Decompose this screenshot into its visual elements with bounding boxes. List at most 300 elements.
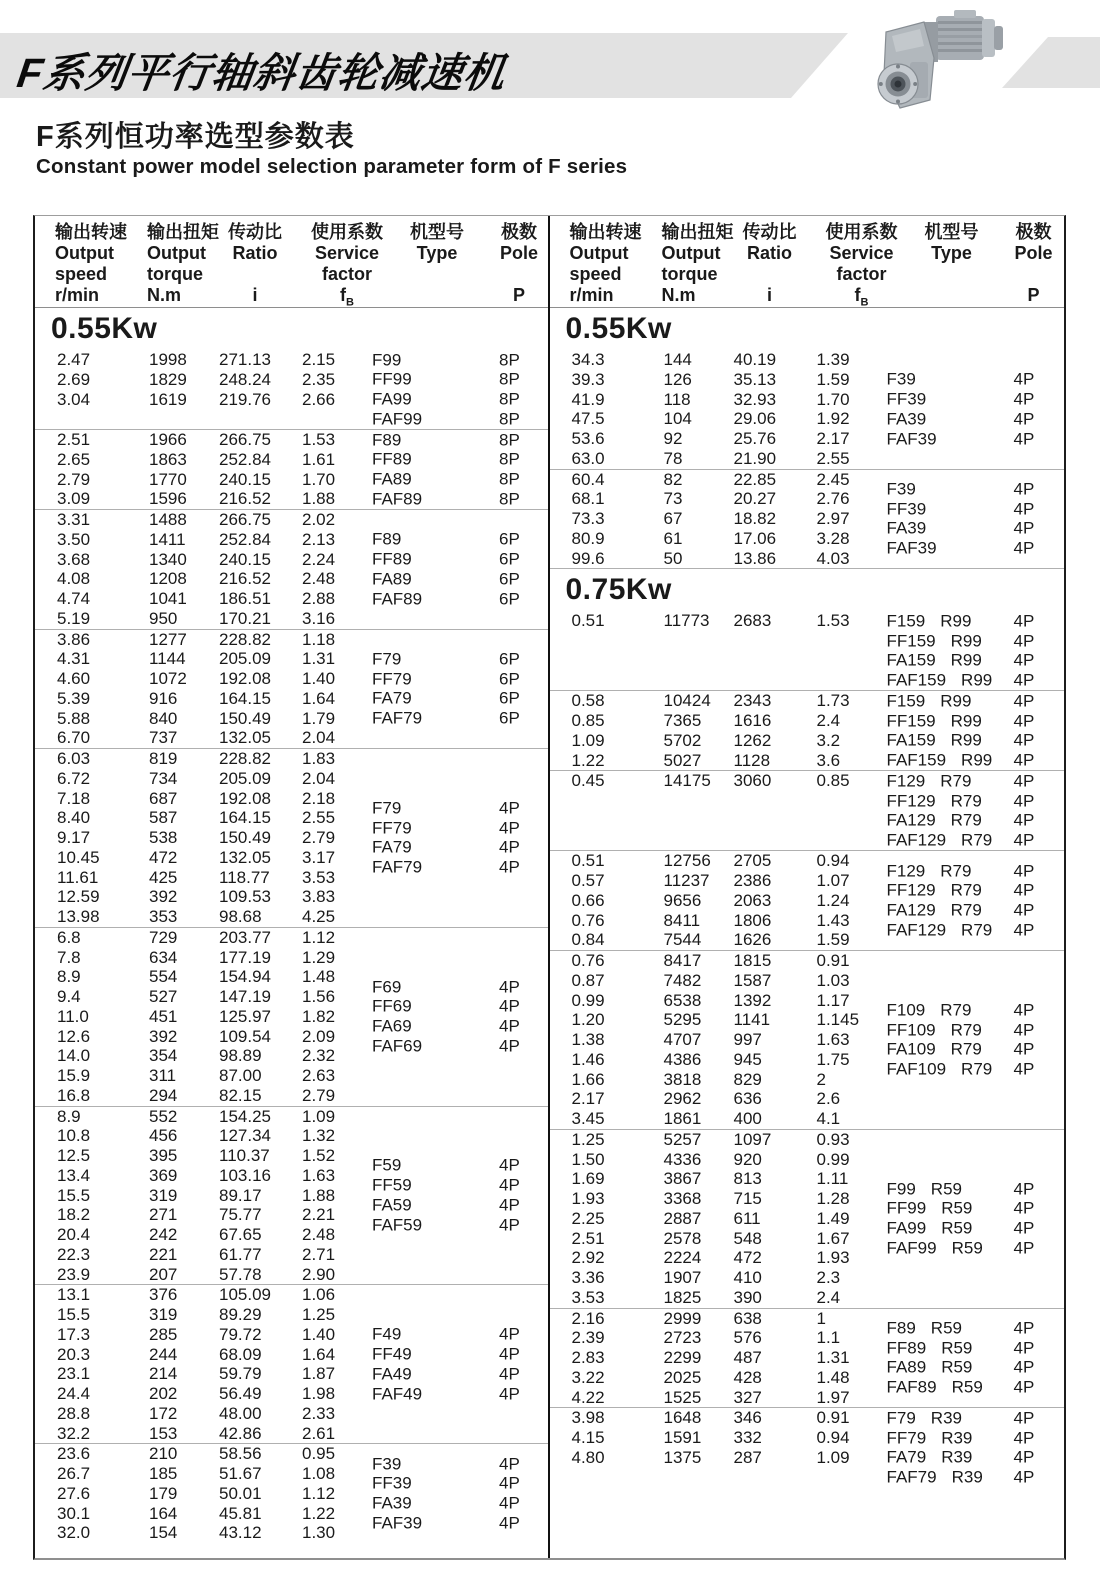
header-col-ratio [728,222,812,306]
page-title-zh: F系列恒功率选型参数表 [36,121,355,153]
cell-ratio: 127.34 [219,1126,271,1146]
cell-factor: 1.08 [302,1464,336,1483]
pole-label: 4P [499,818,520,838]
type-row [550,1468,1065,1488]
type-row [35,709,548,729]
cell-factor: 1.53 [816,611,850,631]
type-row [35,370,548,390]
type-row [550,1378,1065,1398]
cell-torque: 2887 [663,1208,702,1228]
cell-speed: 3.68 [57,549,91,569]
type-column [35,350,548,429]
cell-speed: 23.6 [57,1444,91,1464]
type-row [35,1454,548,1474]
table-row [550,1288,1065,1308]
cell-ratio: 271.13 [219,350,271,369]
cell-ratio: 154.94 [219,967,271,987]
pole-label: 4P [499,1175,520,1195]
cell-speed: 28.8 [57,1403,91,1423]
pole-label: 8P [499,389,520,409]
pole-label: 4P [1013,791,1035,810]
cell-torque: 2999 [663,1308,702,1328]
gear-motor-image [858,2,1008,124]
cell-ratio: 59.79 [219,1364,262,1384]
cell-torque: 369 [149,1165,178,1185]
cell-speed: 4.22 [571,1387,605,1407]
type-label: FF89 [372,549,412,569]
cell-torque: 1591 [663,1428,702,1447]
header-col-speed [55,222,127,306]
type-row [35,669,548,689]
type-row [35,430,548,450]
cell-factor: 3.17 [302,847,336,867]
pole-label: 8P [499,489,520,509]
type-row [550,1338,1065,1358]
cell-ratio: 67.65 [219,1225,262,1244]
cell-torque: 2224 [663,1248,702,1268]
cell-torque: 354 [149,1046,178,1066]
cell-factor: 1.59 [816,930,850,950]
pole-label: 4P [499,1493,520,1513]
cell-torque: 1072 [149,669,187,688]
cell-speed: 39.3 [571,369,605,389]
type-label: FF99 R59 [886,1198,973,1218]
cell-speed: 6.03 [57,749,91,768]
header-line: P [512,285,525,305]
type-label: FA129 R79 [886,900,982,920]
cell-speed: 22.3 [57,1244,91,1264]
type-column [550,611,1065,690]
header-line: factor [321,264,372,284]
pole-label: 4P [1013,499,1035,519]
cell-torque: 271 [149,1205,178,1225]
cell-ratio: 400 [733,1109,762,1128]
cell-ratio: 192.08 [219,669,271,688]
cell-ratio: 20.27 [733,489,777,509]
type-label: FA79 [372,688,412,708]
cell-ratio: 576 [733,1328,762,1348]
cell-torque: 221 [149,1244,178,1264]
cell-factor: 1.59 [816,369,850,389]
cell-speed: 8.9 [57,967,81,987]
pole-label: 4P [1013,1338,1035,1358]
pole-label: 4P [1013,1059,1035,1079]
cell-factor: 2.79 [302,828,336,847]
cell-torque: 104 [663,409,692,429]
cell-speed: 2.47 [57,350,91,369]
data-block [35,1444,548,1543]
type-row [35,1364,548,1384]
cell-factor: 0.94 [816,851,850,871]
header-line: 使用系数 [311,222,383,242]
type-column [35,1156,548,1235]
cell-ratio: 40.19 [733,350,777,369]
cell-speed: 32.2 [57,1423,91,1443]
cell-ratio: 1097 [733,1129,772,1149]
header-line: 输出转速 [569,222,642,242]
cell-speed: 68.1 [571,489,605,509]
header-line: Pole [1014,243,1053,263]
type-label: FF89 R59 [886,1338,973,1358]
cell-torque: 7544 [663,930,702,950]
cell-speed: 18.2 [57,1205,91,1225]
header-col-torque [147,222,219,306]
cell-speed: 12.59 [57,887,100,907]
header-line: Output [55,243,114,263]
cell-torque: 5702 [663,730,702,750]
type-row [550,539,1065,559]
pole-label: 4P [1013,1198,1035,1218]
cell-speed: 15.9 [57,1066,91,1085]
type-column [550,1318,1065,1397]
cell-speed: 2.39 [571,1328,605,1348]
type-label: FA99 [372,389,412,409]
type-label: F59 [372,1155,402,1175]
type-label: F129 R79 [886,771,972,791]
cell-torque: 1861 [663,1109,702,1128]
cell-torque: 3818 [663,1069,702,1089]
table-row [35,609,548,629]
cell-factor: 1.1 [816,1328,841,1348]
cell-speed: 0.76 [571,951,605,970]
cell-speed: 2.65 [57,449,91,469]
cell-ratio: 18.82 [733,509,777,528]
pole-label: 4P [499,1454,520,1474]
cell-factor: 2.04 [302,728,336,748]
cell-ratio: 945 [733,1049,762,1069]
cell-ratio: 2386 [733,871,772,890]
cell-torque: 61 [663,528,683,548]
pole-label: 4P [1013,1408,1035,1428]
pole-label: 4P [1013,861,1035,881]
cell-ratio: 51.67 [219,1464,262,1483]
cell-torque: 319 [149,1185,178,1205]
header-col-pole [1002,222,1066,306]
type-row [35,1345,548,1365]
cell-factor: 2.33 [302,1403,336,1423]
cell-speed: 0.66 [571,890,605,910]
type-label: F89 R59 [886,1318,962,1338]
type-row [550,920,1065,940]
table-row [35,749,548,769]
cell-ratio: 109.54 [219,1026,271,1046]
data-block [550,470,1065,570]
data-block [550,771,1065,851]
cell-factor: 1.48 [302,967,336,987]
motor-body [936,10,1003,60]
type-label: FA89 R59 [886,1357,973,1377]
type-label: FF159 R99 [886,711,982,730]
cell-speed: 6.8 [57,927,81,947]
header-col-torque [662,222,734,306]
pole-label: 4P [1013,750,1035,770]
cell-torque: 1488 [149,510,187,529]
header-line [892,264,1012,285]
cell-torque: 1825 [663,1287,702,1307]
type-label: FF109 R79 [886,1020,982,1040]
cell-torque: 144 [663,350,692,369]
table-row [35,510,548,530]
cell-factor: 1.29 [302,947,336,967]
cell-ratio: 266.75 [219,430,271,449]
cell-speed: 5.88 [57,708,91,728]
pole-label: 4P [1013,518,1035,538]
cell-factor: 2.15 [302,350,336,369]
cell-speed: 1.46 [571,1049,605,1069]
cell-torque: 11237 [663,871,710,890]
cell-factor: 1.12 [302,1483,336,1503]
type-label: F79 R39 [886,1408,962,1428]
cell-torque: 11773 [663,611,710,631]
cell-ratio: 428 [733,1367,762,1387]
cell-ratio: 50.01 [219,1483,262,1503]
power-label: 0.55Kw [51,312,158,345]
pole-label: 4P [499,1344,520,1364]
cell-torque: 2299 [663,1348,702,1367]
table-row [550,1268,1065,1288]
type-row [550,1358,1065,1378]
pole-label: 4P [1013,409,1035,429]
table-row [550,1109,1065,1129]
cell-ratio: 638 [733,1308,762,1328]
banner-title: F系列平行轴斜齿轮减速机 [14,50,509,96]
cell-factor: 1.03 [816,970,850,990]
cell-ratio: 548 [733,1228,762,1248]
data-block [35,430,548,510]
cell-torque: 392 [149,887,178,907]
cell-speed: 2.25 [571,1208,605,1228]
type-row [35,1156,548,1176]
cell-torque: 1411 [149,529,186,549]
cell-torque: 1340 [149,549,187,569]
cell-speed: 73.3 [571,509,605,528]
cell-torque: 4336 [663,1149,702,1169]
cell-ratio: 205.09 [219,768,271,788]
type-row [550,1238,1065,1258]
pole-label: 4P [1013,1318,1035,1338]
power-label: 0.55Kw [565,312,672,345]
header-line [728,264,812,285]
cell-torque: 1375 [663,1447,702,1467]
type-row [550,711,1065,731]
type-column [550,1179,1065,1258]
cell-ratio: 1392 [733,990,772,1010]
cell-speed: 12.6 [57,1026,91,1046]
cell-factor: 1.49 [816,1208,850,1228]
cell-ratio: 228.82 [219,749,271,768]
cell-factor: 1.56 [302,987,336,1006]
cell-factor: 2.79 [302,1085,336,1105]
cell-speed: 5.39 [57,688,91,708]
cell-torque: 67 [663,509,683,528]
cell-torque: 538 [149,828,178,847]
type-label: FAF159 R99 [886,750,993,770]
header-line: torque [661,264,718,284]
pole-label: 4P [1013,1179,1035,1199]
cell-factor: 1.40 [302,669,336,688]
cell-speed: 1.09 [571,730,605,750]
type-row [35,977,548,997]
type-label: FA89 [372,469,412,489]
cell-ratio: 164.15 [219,688,271,708]
pole-label: 4P [499,1155,520,1175]
type-label: F39 [372,1454,402,1474]
cell-speed: 16.8 [57,1085,91,1105]
pole-label: 8P [499,369,520,389]
pole-label: 8P [499,469,520,489]
header-line: speed [569,264,622,284]
cell-factor: 4.25 [302,907,336,926]
cell-speed: 3.36 [571,1268,605,1287]
cell-speed: 1.50 [571,1149,605,1169]
header-col-speed [570,222,642,306]
type-column [35,1325,548,1404]
cell-ratio: 43.12 [219,1523,262,1543]
cell-factor: 1.12 [302,927,336,947]
cell-factor: 2.61 [302,1423,336,1443]
cell-torque: 172 [149,1403,178,1423]
cell-ratio: 57.78 [219,1264,262,1284]
cell-speed: 3.50 [57,529,91,549]
cell-ratio: 29.06 [733,409,777,429]
cell-speed: 0.85 [571,711,605,730]
cell-speed: 13.98 [57,907,100,926]
cell-ratio: 147.19 [219,987,271,1006]
cell-factor: 2.4 [816,711,841,730]
pole-label: 6P [499,529,520,549]
cell-factor: 1.97 [816,1387,850,1407]
header-line: Service [829,243,894,263]
type-row [550,1020,1065,1040]
cell-ratio: 105.09 [219,1285,271,1305]
cell-factor: 1.82 [302,1006,336,1026]
cell-torque: 12756 [663,851,711,871]
cell-speed: 99.6 [571,548,605,568]
cell-torque: 9656 [663,890,702,910]
pole-label: 4P [499,996,520,1016]
cell-speed: 11.0 [57,1006,89,1026]
cell-speed: 1.38 [571,1030,605,1049]
type-row [35,470,548,490]
type-label: FAF59 [372,1215,423,1235]
type-label: F159 R99 [886,691,972,711]
table-row [35,1285,548,1305]
cell-factor: 2.63 [302,1066,336,1085]
type-column [550,691,1065,770]
type-label: FAF39 [372,1513,423,1533]
cell-ratio: 332 [733,1428,762,1447]
cell-factor: 1.52 [302,1146,336,1165]
header-line: speed [55,264,108,284]
cell-factor: 1.31 [302,649,336,669]
data-block [550,951,1065,1130]
cell-ratio: 1815 [733,951,772,970]
pole-label: 4P [1013,1218,1035,1238]
data-block [35,749,548,928]
type-label: FF99 [372,369,412,389]
type-row [35,589,548,609]
header-line [213,264,297,285]
cell-ratio: 150.49 [219,708,271,728]
type-label: FAF129 R79 [886,920,993,940]
cell-ratio: 110.37 [219,1146,270,1165]
cell-torque: 207 [149,1264,178,1284]
data-block [35,510,548,630]
cell-torque: 210 [149,1444,178,1464]
cell-speed: 15.5 [57,1305,91,1324]
type-row [35,1176,548,1196]
cell-factor: 2.24 [302,549,336,569]
type-row [550,691,1065,711]
cell-factor: 3.28 [816,528,850,548]
type-label: FF39 [886,389,927,409]
type-row [35,1384,548,1404]
type-row [550,1428,1065,1448]
cell-factor: 0.93 [816,1129,850,1149]
cell-speed: 2.69 [57,369,91,389]
table-row [35,1126,548,1146]
type-row [550,631,1065,651]
cell-speed: 17.3 [57,1324,91,1344]
pole-label: 6P [499,688,520,708]
type-row [550,831,1065,851]
header-line: Output [147,243,206,263]
type-label: FA159 R99 [886,730,982,750]
cell-speed: 0.45 [571,771,605,791]
cell-factor: 1.61 [302,449,336,469]
header-line: torque [147,264,203,284]
cell-factor: 0.91 [816,1408,850,1428]
cell-torque: 319 [149,1305,178,1324]
cell-speed: 0.51 [571,611,605,631]
cell-factor: 0.95 [302,1444,336,1464]
cell-speed: 1.20 [571,1010,605,1030]
cell-speed: 3.53 [571,1287,605,1307]
cell-factor: 1.09 [816,1447,850,1467]
type-row [550,1040,1065,1060]
type-column [35,530,548,609]
cell-torque: 3368 [663,1189,702,1208]
cell-factor: 2.45 [816,469,850,489]
pole-label: 8P [499,350,520,369]
cell-factor: 2.48 [302,569,336,589]
cell-speed: 13.1 [57,1285,91,1305]
cell-torque: 1619 [149,389,187,409]
type-row [35,649,548,669]
cell-torque: 1144 [149,649,186,669]
type-row [550,751,1065,771]
cell-speed: 3.22 [571,1367,605,1387]
cell-factor: 3.53 [302,867,336,887]
cell-torque: 2962 [663,1089,702,1109]
cell-speed: 34.3 [571,350,605,369]
data-block [35,350,548,430]
cell-ratio: 186.51 [219,589,271,608]
cell-torque: 729 [149,927,178,947]
type-label: FAF79 [372,857,423,877]
cell-ratio: 813 [733,1169,762,1189]
cell-speed: 14.0 [57,1046,91,1066]
cell-ratio: 997 [733,1030,762,1049]
type-row [550,479,1065,499]
cell-factor: 1.28 [816,1189,850,1208]
cell-speed: 23.1 [57,1364,91,1384]
header-line: Ratio [232,243,278,263]
cell-speed: 6.70 [57,728,91,748]
type-row [35,390,548,410]
table-row [550,350,1065,370]
cell-ratio: 89.17 [219,1185,262,1205]
